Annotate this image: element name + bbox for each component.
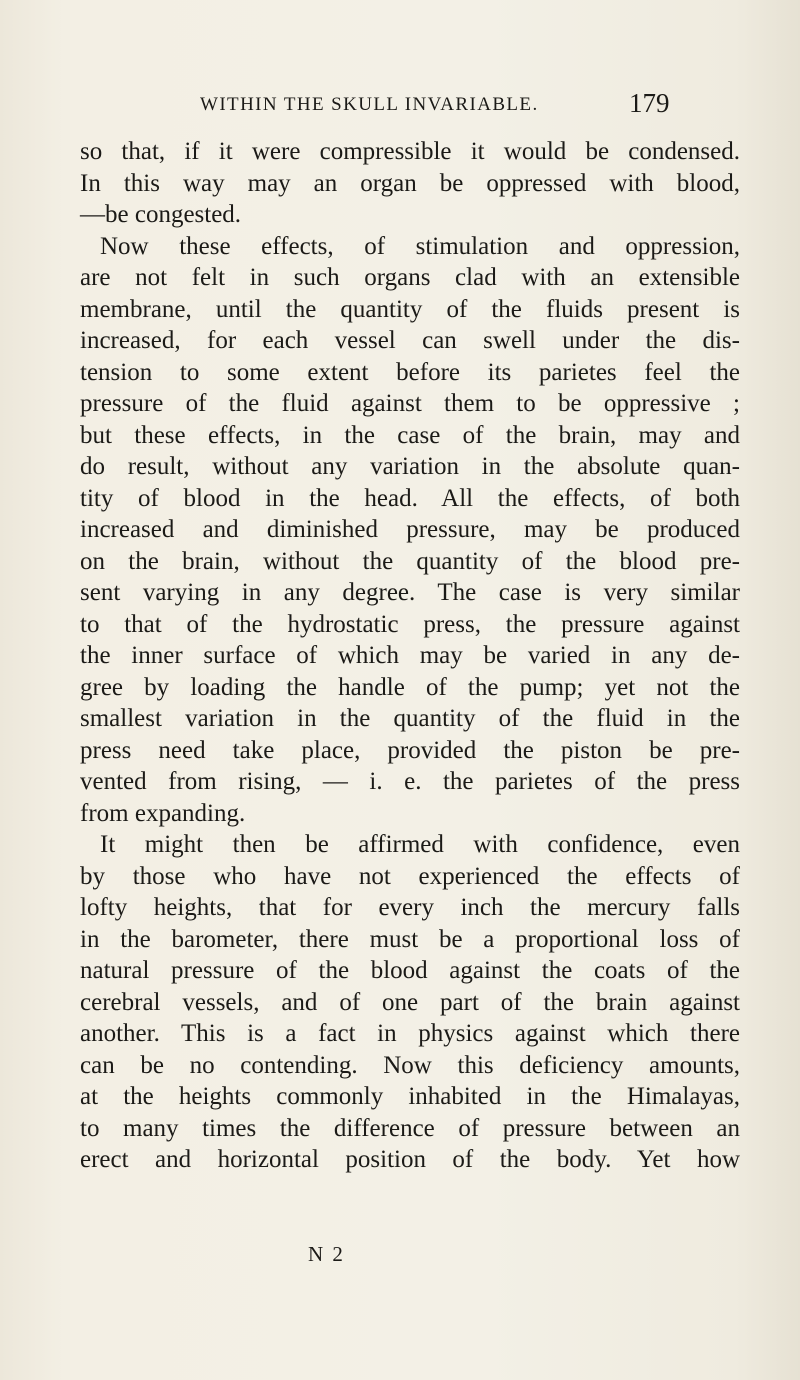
- text-line: do result, without any variation in the absolute quan-: [80, 453, 740, 480]
- text-line: Now these effects, of stimulation and oppression,: [100, 232, 740, 260]
- text-line: another. This is a fact in physics against which there: [80, 1020, 740, 1047]
- text-line: —be congested.: [80, 201, 242, 228]
- text-line: so that, if it were compressible it would be condensed.: [80, 138, 740, 165]
- text-line: increased, for each vessel can swell under the dis-: [80, 327, 740, 354]
- text-line: erect and horizontal position of the body. Yet how: [80, 1146, 740, 1173]
- text-line: smallest variation in the quantity of the fluid in the: [80, 705, 740, 732]
- text-line: natural pressure of the blood against the coats of the: [80, 957, 740, 984]
- text-line: tity of blood in the head. All the effects, of both: [80, 484, 740, 512]
- text-line: It might then be affirmed with confidence, even: [100, 831, 740, 858]
- text-line: membrane, until the quantity of the fluids present is: [80, 295, 740, 323]
- page-number: 179: [629, 88, 670, 118]
- text-line: cerebral vessels, and of one part of the brain against: [80, 988, 740, 1016]
- text-line: by those who have not experienced the effects of: [80, 862, 740, 890]
- text-line: in the barometer, there must be a proportional loss of: [80, 925, 740, 953]
- text-line: from expanding.: [80, 799, 246, 827]
- text-line: at the heights commonly inhabited in the Himalayas,: [80, 1083, 740, 1110]
- page-header: [0, 88, 800, 124]
- text-line: vented from rising, — i. e. the parietes of the press: [80, 768, 740, 795]
- text-line: In this way may an organ be oppressed with blood,: [80, 169, 740, 197]
- text-line: gree by loading the handle of the pump; yet not the: [80, 673, 740, 701]
- body-text: [80, 136, 740, 1176]
- text-line: on the brain, without the quantity of the blood pre-: [80, 547, 740, 575]
- text-line: sent varying in any degree. The case is very similar: [80, 579, 740, 606]
- text-line: but these effects, in the case of the brain, may and: [80, 421, 740, 449]
- text-line: press need take place, provided the piston be pre-: [80, 736, 740, 764]
- text-line: to many times the difference of pressure between an: [80, 1114, 740, 1142]
- text-line: can be no contending. Now this deficiency amounts,: [80, 1051, 740, 1079]
- text-line: are not felt in such organs clad with an extensible: [80, 264, 740, 291]
- text-line: the inner surface of which may be varied in any de-: [80, 642, 740, 669]
- text-line: tension to some extent before its parietes feel the: [80, 358, 740, 386]
- running-head: WITHIN THE SKULL INVARIABLE.: [200, 94, 539, 115]
- text-line: lofty heights, that for every inch the mercury falls: [80, 894, 740, 921]
- text-line: to that of the hydrostatic press, the pressure against: [80, 610, 740, 638]
- signature-mark: N 2: [308, 1242, 345, 1266]
- text-line: pressure of the fluid against them to be oppressive ;: [80, 390, 740, 417]
- text-line: increased and diminished pressure, may be produced: [80, 516, 740, 543]
